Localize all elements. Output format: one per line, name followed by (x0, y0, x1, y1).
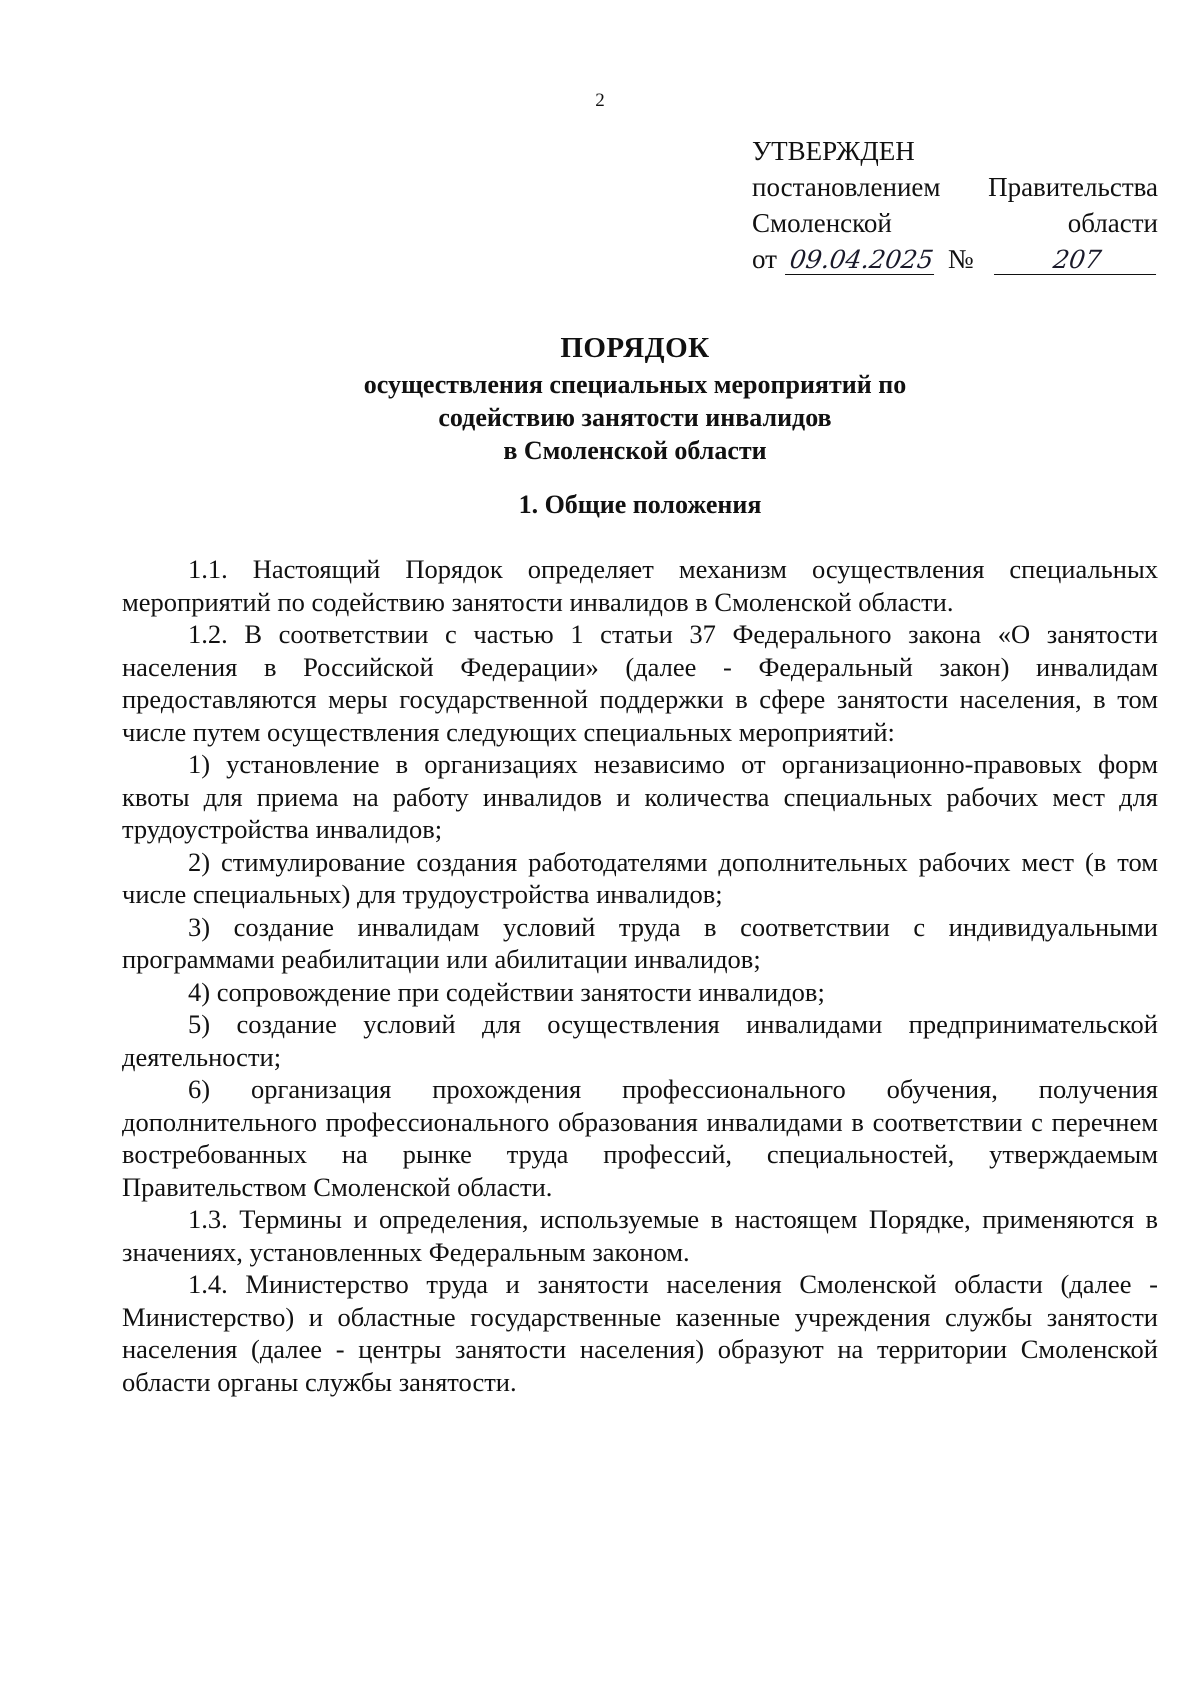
list-item: 5) создание условий для осуществления инвалидами предпринимательской деятельности; (122, 1009, 1158, 1072)
approval-line-2-right: Правительства (988, 172, 1158, 202)
date-prefix: от (752, 244, 777, 274)
handwritten-date: 09.04.2025 (785, 246, 938, 275)
handwritten-number: 207 (994, 246, 1160, 275)
approved-label: УТВЕРЖДЕН (752, 136, 915, 166)
section-heading: 1. Общие положения (518, 490, 762, 519)
approval-line-3-left: Смоленской (752, 208, 892, 238)
list-item: 6) организация прохождения профессионального обучения, получения дополнительного профессионального образования инвалидами в соответствии с перечнем востребованных на рынке труда профессий, специальностей, утверждаемым Правительством Смоленской области. (122, 1074, 1158, 1202)
paragraph: 1.4. Министерство труда и занятости населения Смоленской области (далее - Министерство) и областные государственные казенные учреждения службы занятости населения (далее - центры занятости населения) образуют на территории Смоленской области органы службы занятости. (122, 1269, 1158, 1397)
approval-line-3-right: области (1067, 208, 1158, 238)
approval-date-line (752, 241, 1158, 277)
list-item: 1) установление в организациях независимо от организационно-правовых форм квоты для приема на работу инвалидов и количества специальных рабочих мест для трудоустройства инвалидов; (122, 749, 1158, 844)
approval-line-2 (752, 169, 1158, 205)
paragraph: 1.1. Настоящий Порядок определяет механизм осуществления специальных мероприятий по содействию занятости инвалидов в Смоленской области. (122, 554, 1158, 617)
document-body (122, 553, 1158, 1398)
page-number: 2 (595, 90, 605, 111)
approval-line-2-left: постановлением (752, 172, 941, 202)
title-line-2: содействию занятости инвалидов (438, 403, 832, 432)
paragraph: 1.3. Термины и определения, используемые в настоящем Порядке, применяются в значениях, установленных Федеральным законом. (122, 1204, 1158, 1267)
paragraph: 1.2. В соответствии с частью 1 статьи 37 Федерального закона «О занятости населения в Российской Федерации» (далее - Федеральный закон) инвалидам предоставляются меры государственной поддержки в сфере занятости населения, в том числе путем осуществления следующих специальных мероприятий: (122, 619, 1158, 747)
title-line-3: в Смоленской области (503, 436, 767, 465)
number-sign: № (947, 244, 974, 274)
title-main: ПОРЯДОК (560, 332, 710, 364)
list-item: 4) сопровождение при содействии занятости инвалидов; (188, 976, 825, 1007)
approval-line-3 (752, 205, 1158, 241)
list-item: 3) создание инвалидам условий труда в соответствии с индивидуальными программами реабилитации или абилитации инвалидов; (122, 911, 1158, 974)
approval-stamp (752, 133, 1158, 277)
list-item: 2) стимулирование создания работодателями дополнительных рабочих мест (в том числе специальных) для трудоустройства инвалидов; (122, 846, 1158, 909)
document-title (0, 328, 1200, 467)
title-line-1: осуществления специальных мероприятий по (363, 370, 907, 399)
